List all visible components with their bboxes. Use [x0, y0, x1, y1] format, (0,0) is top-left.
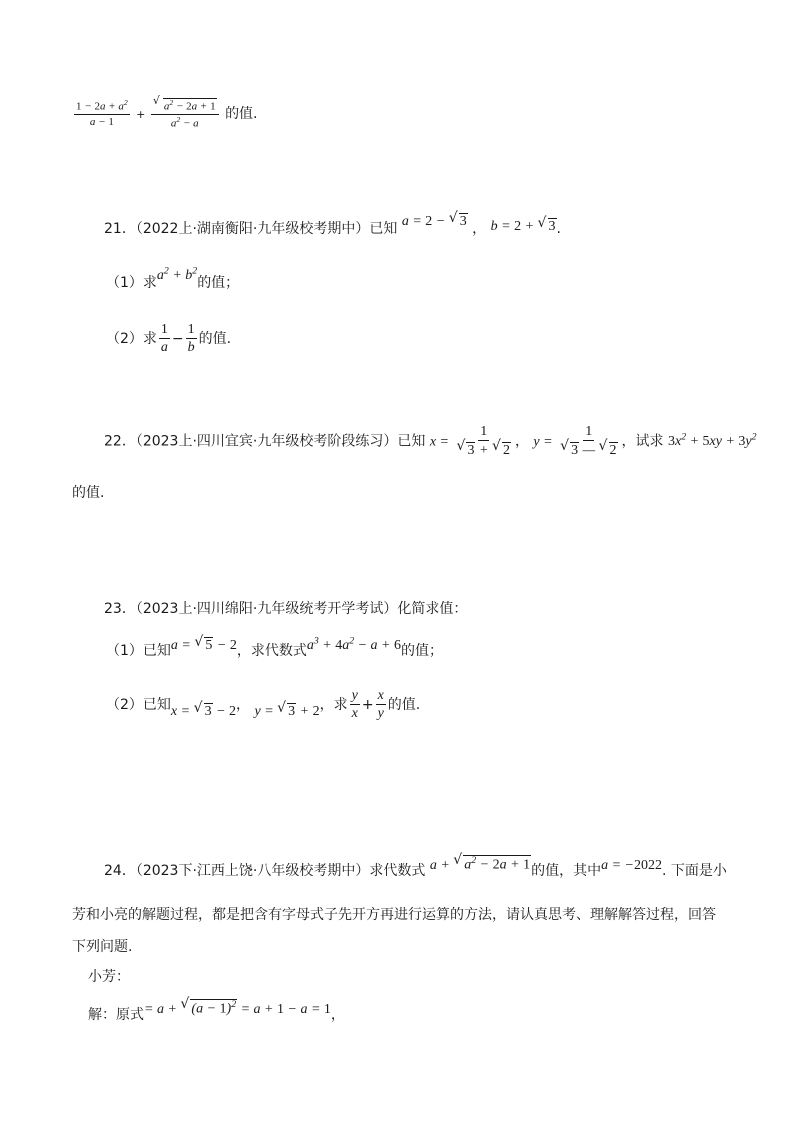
- problem-24-line3: 下列问题.: [72, 939, 133, 955]
- problem-21-source: （2022上·湖南衡阳·九年级校考期中）已知: [135, 221, 398, 237]
- problem-21-part2: （2）求 $\frac{1}{a}$ − $\frac{1}{b}$ 的值.: [106, 322, 232, 356]
- problem-23-source: （2023上·四川绵阳·九年级统考开学考试）化简求值：: [135, 601, 468, 617]
- problem-21-number: 21．: [104, 221, 136, 237]
- problem-24-line2: 芳和小亮的解题过程，都是把含有字母式子先开方再进行运算的方法，请认真思考、理解解答过程，回答: [72, 907, 716, 923]
- problem-24-solution: 解：原式= a + √ $(a - 1)^2 = a + 1 - a = 1$，: [88, 1004, 345, 1024]
- problem-23-part2: （2）已知x = √ 3 − 2， y = √ 3 + 2，求 $\frac{y}{x}$ + $\frac{x}{y}$ 的值.: [106, 688, 420, 722]
- problem-24-stem: 24．（2023下·江西上饶·八年级校考期中）求代数式 a + √ $a^2 - 2a + 1$的值，其中a = −2022. 下面是小: [104, 860, 727, 880]
- problem-24-source: （2023下·江西上饶·八年级校考期中）求代数式: [135, 863, 426, 879]
- problem-23-part1: （1）已知a = √ 5 − 2，求代数式$a^3 + 4a^2 - a + 6$的值；: [106, 640, 443, 660]
- problem-22-source: （2023上·四川宜宾·九年级校考阶段练习）已知: [135, 433, 426, 450]
- problem-20-suffix: 的值.: [225, 105, 258, 122]
- problem-20-expression: $\frac{1 - 2a + a^2}{a - 1}$ + √ $\frac{a^2 - 2a + 1}{a^2 - a}$ 的值.: [72, 98, 258, 130]
- problem-22-number: 22．: [104, 433, 136, 450]
- problem-24-name: 小芳：: [88, 969, 130, 985]
- problem-21-part1: （1）求$a^2 + b^2$的值；: [106, 265, 240, 291]
- problem-21-stem: 21．（2022上·湖南衡阳·九年级校考期中）已知 a = 2 − √ 3 ， b = 2 + √ 3.: [104, 218, 561, 238]
- problem-22-line2: 的值.: [72, 485, 105, 501]
- problem-24-number: 24．: [104, 863, 136, 879]
- problem-21-a: a = 2 − √ 3: [402, 214, 468, 229]
- problem-23-stem: [104, 598, 467, 618]
- problem-23-number: 23．: [104, 601, 136, 617]
- problem-22-stem: 22．（2023上·四川宜宾·九年级校考阶段练习）已知 x = 1 √ 3 + √ 2 ， y = 1 √ 3 — √ 2 ，试求 $3x^2 + 5xy + 3y^2$: [104, 424, 757, 459]
- problem-21-b: b = 2 + √ 3: [491, 219, 557, 234]
